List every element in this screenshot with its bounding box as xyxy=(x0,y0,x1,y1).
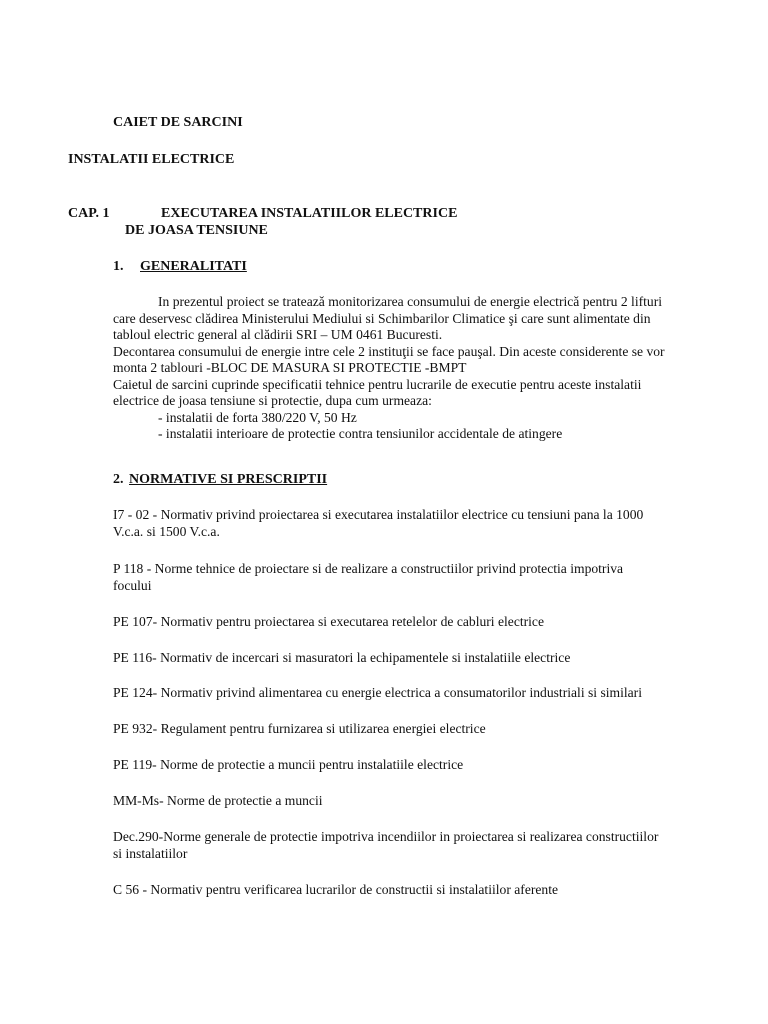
norm-line1: PE 932- Regulament pentru furnizarea si utilizarea energiei electrice xyxy=(113,721,486,736)
norm-item xyxy=(113,757,717,774)
chapter-title-line2: DE JOASA TENSIUNE xyxy=(125,223,268,238)
norm-line1: P 118 - Norme tehnice de proiectare si de realizare a constructiilor privind protectia impotriva xyxy=(113,561,624,576)
norm-line1: C 56 - Normativ pentru verificarea lucrarilor de constructii si instalatiilor aferente xyxy=(113,882,559,897)
paragraph-line: Caietul de sarcini cuprinde specificatii tehnice pentru lucrarile de executie pentru aceste instalatii xyxy=(113,376,642,392)
chapter-number: CAP. 1 xyxy=(68,206,110,221)
norm-item xyxy=(113,882,717,899)
bullet-item: - instalatii interioare de protectie contra tensiunilor accidentale de atingere xyxy=(158,426,563,441)
paragraph-line: Decontarea consumului de energie intre cele 2 instituţii se face pauşal. Din aceste considerente se vor xyxy=(113,343,665,359)
norm-item xyxy=(113,793,717,810)
paragraph-line: In prezentul proiect se trateazǎ monitorizarea consumului de energie electricǎ pentru 2 lifturi xyxy=(158,294,662,309)
section1-number: 1. xyxy=(113,259,124,274)
bullet-item: - instalatii de forta 380/220 V, 50 Hz xyxy=(158,409,357,425)
document-subtitle: INSTALATII ELECTRICE xyxy=(68,152,235,167)
norm-item xyxy=(113,650,717,667)
norm-line2: V.c.a. si 1500 V.c.a. xyxy=(113,523,220,539)
section2-title: NORMATIVE SI PRESCRIPTII xyxy=(129,472,328,487)
norm-line1: I7 - 02 - Normativ privind proiectarea si executarea instalatiilor electrice cu tensiuni pana la 1000 xyxy=(113,507,644,522)
paragraph-line: monta 2 tablouri -BLOC DE MASURA SI PROTECTIE -BMPT xyxy=(113,360,467,375)
norm-line1: PE 107- Normativ pentru proiectarea si executarea retelelor de cabluri electrice xyxy=(113,614,545,629)
chapter-title-line1: EXECUTAREA INSTALATIILOR ELECTRICE xyxy=(161,206,458,221)
section1-title: GENERALITATI xyxy=(140,259,247,274)
norm-item xyxy=(113,614,717,631)
norm-line1: PE 119- Norme de protectie a muncii pentru instalatiile electrice xyxy=(113,757,464,772)
document-title: CAIET DE SARCINI xyxy=(113,115,243,130)
norm-item xyxy=(113,721,717,738)
norm-item xyxy=(113,561,717,594)
paragraph-line: electrice de joasa tensiune si protectie, dupa cum urmeaza: xyxy=(113,393,432,408)
norm-line1: MM-Ms- Norme de protectie a muncii xyxy=(113,793,323,808)
section2-number: 2. xyxy=(113,472,124,487)
norm-item xyxy=(113,507,717,540)
norm-line2: focului xyxy=(113,577,152,593)
paragraph-line: tabloul electric general al clădirii SRI – UM 0461 Bucuresti. xyxy=(113,327,443,342)
paragraph-line: care deservesc clădirea Ministerului Mediului si Schimbarilor Climatice şi care sunt alimentate din xyxy=(113,310,651,326)
section1-paragraph1 xyxy=(113,294,717,443)
norm-line1: PE 116- Normativ de incercari si masuratori la echipamentele si instalatiile electrice xyxy=(113,650,571,665)
norm-line1: PE 124- Normativ privind alimentarea cu energie electrica a consumatorilor industriali si similari xyxy=(113,685,642,700)
norm-item xyxy=(113,829,717,862)
norm-line2: si instalatiilor xyxy=(113,845,188,861)
norm-line1: Dec.290-Norme generale de protectie impotriva incendiilor in proiectarea si realizarea constructiilor xyxy=(113,829,659,844)
norm-item xyxy=(113,685,717,702)
